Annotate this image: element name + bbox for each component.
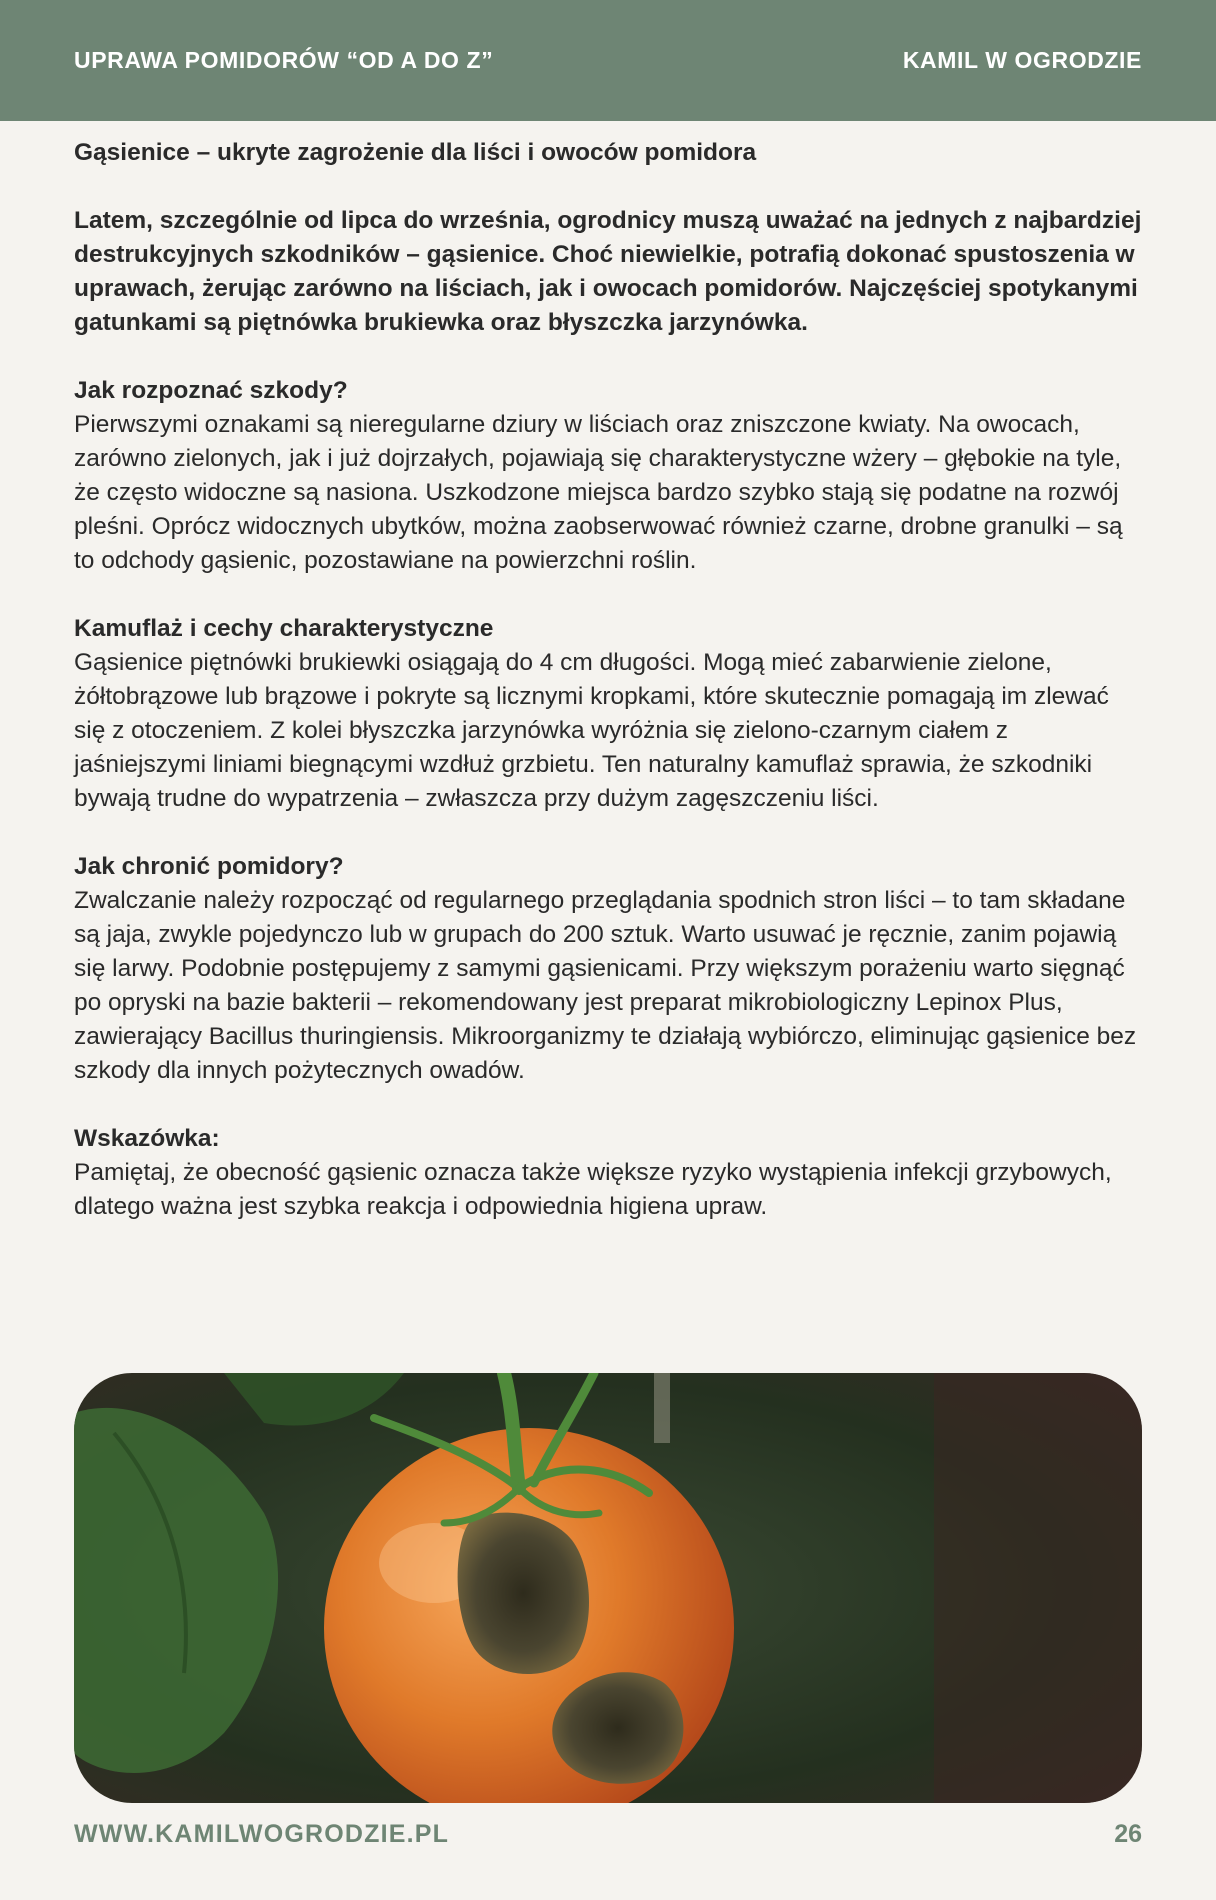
header-book-title: UPRAWA POMIDORÓW “OD A DO Z” [74,47,494,73]
section-text-damage: Pierwszymi oznakami są nieregularne dziury w liściach oraz zniszczone kwiaty. Na owocach, zarówno zielonych, jak i już dojrzałych, pojawiają się charakterystyczne wżery – głębokie na tyle, że często widoczne są nasiona. Uszkodzone miejsca bardzo szybko stają się podatne na rozwój pleśni. Oprócz widocznych ubytków, można zaobserwować również czarne, drobne granulki – są to odchody gąsienic, pozostawiane na powierzchni roślin. [74,411,1123,574]
header-brand: KAMIL W OGRODZIE [902,47,1142,73]
section-heading-protection: Jak chronić pomidory? [74,853,344,880]
article-title: Gąsienice – ukryte zagrożenie dla liści i owoców pomidora [74,139,757,166]
damaged-tomato-photo [74,1373,1142,1803]
article-intro: Latem, szczególnie od lipca do września, ogrodnicy muszą uważać na jednych z najbardziej destrukcyjnych szkodników – gąsienice. Choć niewielkie, potrafią dokonać spustoszenia w uprawach, żerując zarówno na liściach, jak i owocach pomidorów. Najczęściej spotykanymi gatunkami są piętnówka brukiewka oraz błyszczka jarzynówka. [74,207,1142,336]
article-content [74,136,1142,1224]
section-text-tip: Pamiętaj, że obecność gąsienic oznacza także większe ryzyko wystąpienia infekcji grzybowych, dlatego ważna jest szybka reakcja i odpowiednia higiena upraw. [74,1159,1112,1220]
background-shadow-right [934,1373,1142,1803]
footer-website: WWW.KAMILWOGRODZIE.PL [74,1820,450,1848]
support-stake [654,1373,670,1443]
section-heading-tip: Wskazówka: [74,1125,220,1152]
section-text-camouflage: Gąsienice piętnówki brukiewki osiągają do 4 cm długości. Mogą mieć zabarwienie zielone, żółtobrązowe lub brązowe i pokryte są licznymi kropkami, które skutecznie pomagają im zlewać się z otoczeniem. Z kolei błyszczka jarzynówka wyróżnia się zielono-czarnym ciałem z jaśniejszymi liniami biegnącymi wzdłuż grzbietu. Ten naturalny kamuflaż sprawia, że szkodniki bywają trudne do wypatrzenia – zwłaszcza przy dużym zagęszczeniu liści. [74,649,1109,812]
page-header [0,0,1216,121]
section-text-protection: Zwalczanie należy rozpocząć od regularnego przeglądania spodnich stron liści – to tam składane są jaja, zwykle pojedynczo lub w grupach do 200 sztuk. Warto usuwać je ręcznie, zanim pojawią się larwy. Podobnie postępujemy z samymi gąsienicami. Przy większym porażeniu warto sięgnąć po opryski na bazie bakterii – rekomendowany jest preparat mikrobiologiczny Lepinox Plus, zawierający Bacillus thuringiensis. Mikroorganizmy te działają wybiórczo, eliminując gąsienice bez szkody dla innych pożytecznych owadów. [74,887,1137,1084]
page-number: 26 [1114,1820,1142,1848]
section-heading-camouflage: Kamuflaż i cechy charakterystyczne [74,615,494,642]
tomato-illustration [74,1373,1142,1803]
section-heading-damage: Jak rozpoznać szkody? [74,377,348,404]
